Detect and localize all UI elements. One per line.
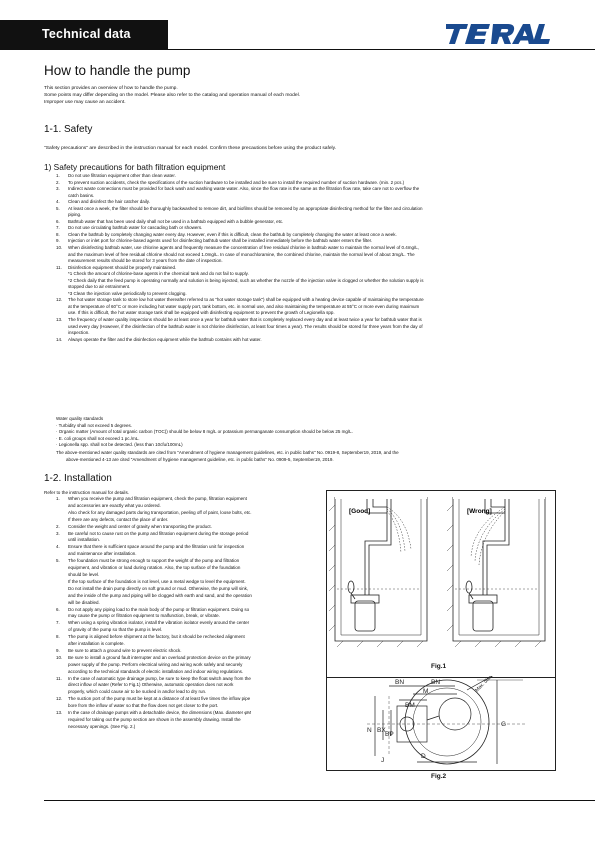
list-item-line: In the case of drainage pumps with a detachable device, the dimensions (Max. diameter φM [68,710,252,716]
list-item-number: 4. [56,199,60,205]
list-item-line: bore from the inflow of water so that the flow does not get closer to the port. [68,703,219,709]
list-item-line: When disinfecting bathtub water, use chlorine agents and frequently measure the concentration of free residual chlorine in bathtub water to maintain the normal level of 0.4mg/L, [68,245,419,251]
list-item [56,245,556,265]
dim-label-bm: BM [405,702,415,709]
list-item [56,265,556,298]
list-item-line: and maintenance after installation. [68,551,137,557]
list-item-number: 10. [56,654,63,660]
list-item-line: Indirect waste connections must be provided for back wash and washing waste water. Also, since the flow rate is the same as the filtration flow rate, take care not to overflow the [68,186,420,192]
list-item-line: will be disabled. [68,599,100,605]
list-item-line: required for taking out the pump section are shown in the assembly drawing. Install the [68,717,241,722]
list-item-line: Clean the bathtub by completely changing water every day. However, even if this is difficult, clean the bathtub by completely changing the water at least once a week. [68,231,397,237]
list-item-line: equipment, and vibration or load during rotation. Also, the top surface of the foundation [68,565,241,571]
list-item-number: 8. [56,634,60,640]
list-item-line: If the top surface of the foundation is not level, use a metal wedge to level the equipment. [68,578,246,584]
list-item-line: The frequency of water quality inspections should be at least once a year for bathtub water that is completely replaced every day and at least twice a year for bathtub water that is [68,317,422,323]
list-item-line: and the maximum level of free residual chlorine should not exceed 1.0mg/L. In case of monochloramine, the combined chlorine, maintain the normal level of about 3mg/L. The [68,251,415,257]
list-item-line: according to the technical standards of electric installation and indoor wiring regulations. [68,668,244,674]
list-item-line: If there are any defects, contact the place of order. [68,516,169,522]
intro-line: This section provides an overview of how to handle the pump. [44,86,178,91]
dim-label-max-diameter: Max. diameter φM [474,676,508,694]
figure-1 [326,490,556,678]
list-item [56,558,324,606]
list-item [56,648,324,655]
list-item-line: Ensure that there is sufficient space around the pump and the filtration unit for inspection [68,544,245,550]
list-item-line: Do not use filtration equipment other than clean water. [68,173,176,178]
list-item-line: and accessories are exactly what you ordered. [68,502,161,508]
list-item-line: The suction port of the pump must be kept at a distance of at least five times the inflow pipe [68,696,251,702]
list-item [56,186,556,199]
list-item [56,607,324,621]
citation-note [56,450,526,463]
list-item-line: When you receive the pump and filtration equipment, check the pump, filtration equipment [68,496,247,501]
list-item-line: The hot water storage tank to store low hot water thereafter referred to as "hot water storage tank") shall be equipped with a heating device capable of maintaining the temperature [68,297,424,303]
list-item-number: 9. [56,647,60,653]
fig1-caption: Fig.1 [431,663,447,670]
installation-note: Refer to the instruction manual for details. [44,490,130,495]
intro-line: Improper use may cause an accident. [44,100,126,106]
list-item-line: power supply of the pump. Perform electrical wiring and wiring work safely and securely [68,661,243,667]
dim-label-bn: BN [395,679,405,686]
header-rule [168,49,595,50]
list-item-line: after installation is complete. [68,641,125,647]
list-item-line: To prevent suction accidents, check the specifications of the suction hardware to be installed and be sure to install the required number of suction hardware. (min. 2 pcs.) [68,179,405,185]
dim-label-bp: BP [385,731,394,738]
safety-heading: 1-1. Safety [44,124,93,135]
list-item-number: 1. [56,173,60,178]
list-item-number: 1. [56,496,60,501]
list-item-line: Do not install the drain pump directly on soft ground or mud. Otherwise, the pump will sink, [68,585,249,591]
list-item-line: may cause the pump or filtration equipment to malfunction, break, or vibrate. [68,613,220,619]
list-item-number: 12. [56,297,63,303]
list-item-line: The foundation must be strong enough to support the weight of the pump and filtration [68,558,240,564]
list-item [56,634,324,648]
list-item-number: 8. [56,231,60,237]
list-item [56,676,324,697]
list-item-number: 2. [56,179,60,185]
fig2-caption: Fig.2 [431,773,447,780]
list-item-line: until installation. [68,537,101,543]
list-item-line: used every day (However, if the disinfection of the bathtub water is not chlorine disinfection, at least four times a year). The results should be stored for three years from the day of [68,323,423,329]
list-item [56,620,324,634]
list-item-line: Do not apply any piping load to the main body of the pump or filtration equipment. Doing so [68,606,250,612]
list-item-number: 7. [56,620,60,626]
list-item-line: *1 Check the amount of chlorine-base agents in the chemical tank and do not fail to supply. [68,271,249,277]
list-item-line: When using a spring vibration isolator, install the vibration isolator evenly around the center [68,620,250,626]
page-title: How to handle the pump [44,63,191,78]
list-item [56,496,324,524]
list-item-line: should be level. [68,571,100,577]
list-item-number: 9. [56,238,60,244]
list-item-number: 7. [56,225,60,231]
list-item-line: Injection or inlet port for chlorine-based agents used for disinfecting bathtub water shall be installed immediately before the bathtub water enters the filter. [68,238,373,244]
list-item-line: Clean and disinfect the hair catcher daily. [68,199,150,205]
list-item-line: piping. [68,212,82,218]
safety-note: "Safety precautions" are described in the instruction manual for each model. Confirm these precautions before using the product safely. [44,146,337,151]
list-item-number: 2. [56,523,60,529]
list-item-line: Consider the weight and center of gravity when transporting the product. [68,523,212,529]
good-label: [Good] [349,508,371,515]
list-item-line: Disinfection equipment should be properly maintained. [68,264,177,270]
list-item-line: At least once a week, the filter should be thoroughly backwashed to remove dirt, and biofilms should be removed by an appropriate disinfecting method for the filter and circulation [68,205,423,211]
intro-text [44,85,554,107]
dim-label-bn: BN [431,679,441,686]
list-item-line: Also check for any damaged parts during transportation, peeling off of paint, loose bolts, etc. [68,509,252,515]
list-item [56,696,324,710]
list-item-line: catch basins. [68,192,95,198]
section-header-bar [0,20,168,50]
list-item [56,297,556,317]
list-item [56,531,324,545]
list-item-line: of gravity of the pump so that the pump is level. [68,627,163,633]
footer-rule [44,800,595,801]
float-switch-diagram [327,491,555,677]
list-item-line: Be sure to attach a ground wire to prevent electric shock. [68,647,182,653]
list-item-number: 13. [56,317,63,323]
dim-label-n: N [367,727,372,734]
list-item-line: Always operate the filter and the disinfection equipment while the bathtub contains with hot water. [68,336,262,342]
list-item-line: at the temperature of 60°C or more including hot water supply port, tank bottom, etc. in normal use, and also maintaining the temperature at 55°C or more even during maximum [68,303,420,309]
list-item-line: and the inside of the pump and piping will be clogged with earth and sand, and the operation [68,592,252,598]
list-item [56,655,324,676]
wq-line: Water quality standards [56,416,104,421]
list-item-number: 14. [56,336,63,342]
dim-label-d: D [421,753,426,760]
teral-logo [446,22,550,46]
list-item [56,317,556,337]
wq-line: · Turbidity shall not exceed 5 degrees. [56,422,133,428]
list-item-line: stopped due to air entrainment. [68,284,131,290]
list-item-line: Bathtub water that has been used daily shall not be used in a bathtub equipped with a bubble generator, etc. [68,218,284,224]
dim-label-j: J [381,757,385,764]
wq-line: · Organic matter (Amount of total organic carbon (TOC)) should be below 8 mg/L or potassium permanganate consumption should be below 25 mg/L. [56,429,353,435]
wrong-label: [Wrong] [467,508,492,515]
list-item-number: 5. [56,205,60,211]
list-item-number: 10. [56,245,63,251]
citation-line: The above-mentioned water quality standards are cited from "Amendment of hygiene management guidelines, etc. in public baths" No. 0919-8, September19, 2019, and the [56,450,399,455]
list-item [56,206,556,219]
list-item [56,524,324,531]
list-item [56,710,324,731]
list-item-number: 5. [56,558,60,564]
installation-list [56,496,324,731]
list-item-number: 3. [56,186,60,192]
list-item-number: 13. [56,710,63,716]
safety-precautions-list [56,173,556,343]
dim-label-m: M [423,688,429,695]
list-item-number: 4. [56,544,60,550]
list-item-number: 12. [56,696,63,702]
list-item-line: necessary openings. (See Fig. 2.) [68,723,136,729]
list-item-line: Do not use circulating bathtub water for cascading bath or showers. [68,225,203,231]
wq-line: · E. coli groups shall not exceed 1 pc./mL. [56,435,140,441]
list-item-number: 11. [56,675,62,681]
list-item-line: The pump is aligned before shipment at the factory, but it should be rechecked alignment [68,634,245,640]
citation-line: above-mentioned 4-13 are cited "Amendment of hygiene management guideline, etc. in public baths" No. 0909-5, September19, 2019. [66,456,334,462]
list-item-number: 3. [56,530,60,536]
water-quality-standards [56,416,556,449]
dim-label-bx: BX [377,727,386,734]
dim-label-g: G [501,721,507,728]
list-item-line: *2 Check daily that the feed pump is operating normally and solution is being injected, such as whether the nozzle of the injection valve is clogged or whether the solution supply is [68,277,424,283]
list-item-line: measurement results should be stored for 3 years from the date of inspection. [68,258,223,264]
list-item-number: 6. [56,218,60,224]
pump-dimension-diagram [327,676,555,770]
list-item [56,337,556,344]
list-item-number: 11. [56,264,62,270]
list-item-line: Be sure to install a ground fault interrupter and an overload protection device on the primary [68,654,251,660]
list-item-number: 6. [56,606,60,612]
list-item-line: direct inflow of water (Refer to Fig.1) Otherwise, automatic operation does not work [68,682,234,688]
wq-line: · Legionella spp. shall not be detected. (less than 10cfu/100mL) [56,442,183,448]
figure-2 [326,676,556,780]
bath-filtration-heading: 1) Safety precautions for bath filtration equipment [44,162,226,172]
intro-line: Some points may differ depending on the model. Please also refer to the catalog and operation manual of each model. [44,93,301,99]
list-item-line: inspection. [68,330,90,336]
installation-heading: 1-2. Installation [44,473,112,484]
list-item-line: *3 Clean the injection valve periodically to prevent clogging. [68,290,187,296]
list-item [56,544,324,558]
list-item-line: properly, which could cause air to be sucked in and/or lead to dry run. [68,689,207,695]
list-item-line: In the case of automatic type drainage pump, be sure to keep the float switch away from the [68,675,251,681]
section-label: Technical data [42,27,131,41]
list-item-line: Be careful not to cause rust on the pump and filtration equipment during the storage period [68,530,249,536]
list-item-line: use. If this is difficult, the hot water storage tank shall be equipped with disinfecting equipment to prevent the growth of Legionella spp. [68,310,335,316]
